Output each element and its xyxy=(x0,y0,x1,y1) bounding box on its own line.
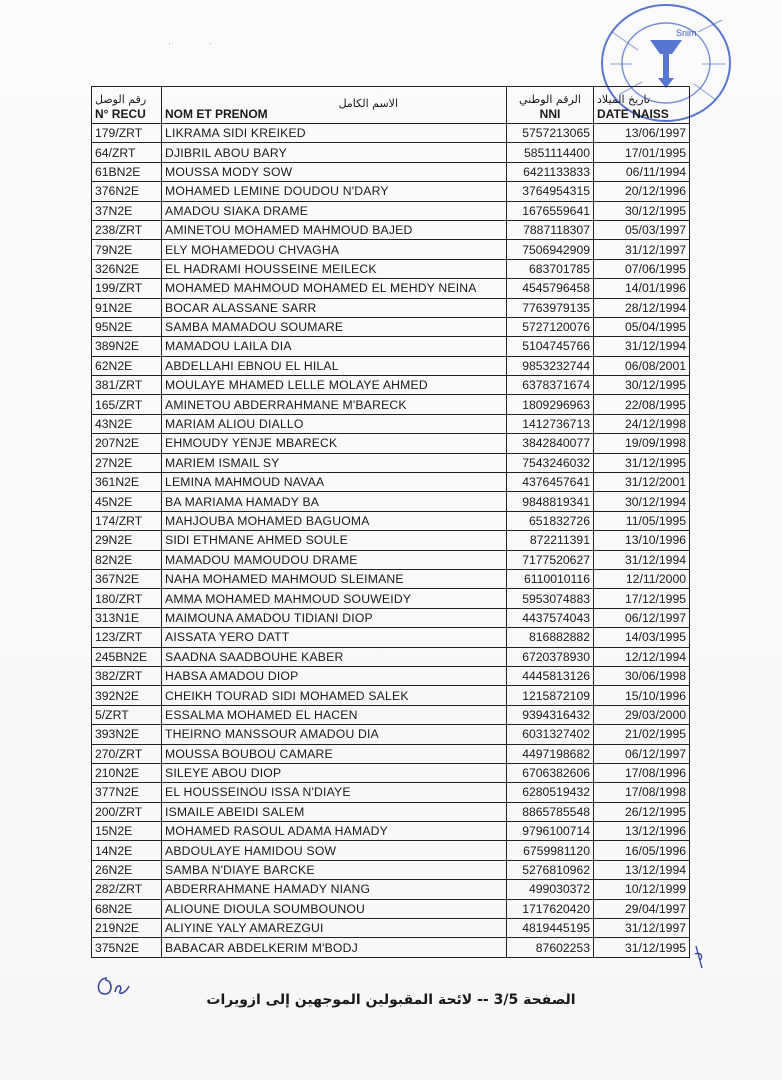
cell-nni: 7177520627 xyxy=(507,550,594,569)
column-header-nni xyxy=(507,87,594,124)
table-row xyxy=(92,317,690,336)
cell-recu: 238/ZRT xyxy=(92,220,162,239)
table-row xyxy=(92,589,690,608)
cell-name: MAHJOUBA MOHAMED BAGUOMA xyxy=(162,511,507,530)
cell-name: MOUSSA MODY SOW xyxy=(162,162,507,181)
cell-name: MOHAMED RASOUL ADAMA HAMADY xyxy=(162,822,507,841)
cell-recu: 68N2E xyxy=(92,899,162,918)
cell-nni: 6378371674 xyxy=(507,376,594,395)
table-row xyxy=(92,880,690,899)
cell-name: ALIYINE YALY AMAREZGUI xyxy=(162,919,507,938)
table-row xyxy=(92,725,690,744)
cell-name: MARIEM ISMAIL SY xyxy=(162,453,507,472)
page-footer: الصفحة 3/5 -- لائحة المقبولين الموجهين إلى ازويرات xyxy=(206,992,576,1008)
cell-birthdate: 30/06/1998 xyxy=(594,666,690,685)
cell-name: MOHAMED LEMINE DOUDOU N'DARY xyxy=(162,182,507,201)
cell-nni: 5851114400 xyxy=(507,143,594,162)
cell-nni: 6280519432 xyxy=(507,783,594,802)
cell-recu: 382/ZRT xyxy=(92,666,162,685)
cell-recu: 91N2E xyxy=(92,298,162,317)
cell-name: MOHAMED MAHMOUD MOHAMED EL MEHDY NEINA xyxy=(162,279,507,298)
cell-recu: 367N2E xyxy=(92,569,162,588)
column-header-name xyxy=(162,87,507,124)
cell-nni: 9796100714 xyxy=(507,822,594,841)
table-row xyxy=(92,860,690,879)
cell-recu: 361N2E xyxy=(92,473,162,492)
cell-recu: 207N2E xyxy=(92,434,162,453)
cell-birthdate: 13/06/1997 xyxy=(594,124,690,143)
cell-name: EL HADRAMI HOUSSEINE MEILECK xyxy=(162,259,507,278)
cell-nni: 5727120076 xyxy=(507,317,594,336)
table-row xyxy=(92,356,690,375)
cell-recu: 5/ZRT xyxy=(92,705,162,724)
cell-recu: 392N2E xyxy=(92,686,162,705)
table-row xyxy=(92,841,690,860)
cell-nni: 3764954315 xyxy=(507,182,594,201)
table-row xyxy=(92,744,690,763)
cell-recu: 180/ZRT xyxy=(92,589,162,608)
cell-birthdate: 13/12/1994 xyxy=(594,860,690,879)
cell-birthdate: 06/12/1997 xyxy=(594,608,690,627)
table-row xyxy=(92,376,690,395)
cell-nni: 6110010116 xyxy=(507,569,594,588)
cell-recu: 210N2E xyxy=(92,763,162,782)
cell-nni: 8865785548 xyxy=(507,802,594,821)
cell-name: HABSA AMADOU DIOP xyxy=(162,666,507,685)
cell-birthdate: 30/12/1994 xyxy=(594,492,690,511)
cell-nni: 4437574043 xyxy=(507,608,594,627)
cell-birthdate: 29/03/2000 xyxy=(594,705,690,724)
table-row xyxy=(92,201,690,220)
cell-nni: 499030372 xyxy=(507,880,594,899)
admitted-candidates-table xyxy=(91,86,690,958)
cell-nni: 5953074883 xyxy=(507,589,594,608)
header-name-arabic: الاسم الكامل xyxy=(338,97,398,110)
cell-birthdate: 17/12/1995 xyxy=(594,589,690,608)
table-row xyxy=(92,822,690,841)
cell-recu: 245BN2E xyxy=(92,647,162,666)
cell-name: EL HOUSSEINOU ISSA N'DIAYE xyxy=(162,783,507,802)
cell-recu: 179/ZRT xyxy=(92,124,162,143)
scan-speck: · xyxy=(168,38,171,48)
cell-nni: 1412736713 xyxy=(507,414,594,433)
cell-name: ALIOUNE DIOULA SOUMBOUNOU xyxy=(162,899,507,918)
cell-nni: 6759981120 xyxy=(507,841,594,860)
header-recu-arabic: رقم الوصل xyxy=(95,93,147,106)
cell-nni: 5757213065 xyxy=(507,124,594,143)
cell-nni: 9394316432 xyxy=(507,705,594,724)
cell-nni: 87602253 xyxy=(507,938,594,957)
table-row xyxy=(92,608,690,627)
cell-name: MAMADOU MAMOUDOU DRAME xyxy=(162,550,507,569)
table-row xyxy=(92,919,690,938)
table-row xyxy=(92,124,690,143)
cell-recu: 29N2E xyxy=(92,531,162,550)
cell-nni: 1809296963 xyxy=(507,395,594,414)
cell-recu: 82N2E xyxy=(92,550,162,569)
header-nni-arabic: الرقم الوطني xyxy=(519,93,581,106)
cell-nni: 7506942909 xyxy=(507,240,594,259)
cell-name: AMADOU SIAKA DRAME xyxy=(162,201,507,220)
cell-recu: 377N2E xyxy=(92,783,162,802)
cell-recu: 219N2E xyxy=(92,919,162,938)
cell-birthdate: 12/11/2000 xyxy=(594,569,690,588)
cell-name: BOCAR ALASSANE SARR xyxy=(162,298,507,317)
cell-recu: 79N2E xyxy=(92,240,162,259)
cell-birthdate: 15/10/1996 xyxy=(594,686,690,705)
cell-recu: 95N2E xyxy=(92,317,162,336)
column-header-date xyxy=(594,87,690,124)
cell-birthdate: 10/12/1999 xyxy=(594,880,690,899)
table-row xyxy=(92,259,690,278)
cell-birthdate: 31/12/1995 xyxy=(594,938,690,957)
header-date-french: DATE NAISS xyxy=(597,107,669,121)
cell-recu: 313N1E xyxy=(92,608,162,627)
table-row xyxy=(92,298,690,317)
cell-name: BA MARIAMA HAMADY BA xyxy=(162,492,507,511)
cell-name: DJIBRIL ABOU BARY xyxy=(162,143,507,162)
cell-name: SILEYE ABOU DIOP xyxy=(162,763,507,782)
cell-nni: 1717620420 xyxy=(507,899,594,918)
cell-birthdate: 06/12/1997 xyxy=(594,744,690,763)
header-nni-french: NNI xyxy=(539,107,561,121)
cell-name: AMINETOU MOHAMED MAHMOUD BAJED xyxy=(162,220,507,239)
cell-birthdate: 17/08/1998 xyxy=(594,783,690,802)
cell-nni: 683701785 xyxy=(507,259,594,278)
cell-name: LEMINA MAHMOUD NAVAA xyxy=(162,473,507,492)
cell-recu: 389N2E xyxy=(92,337,162,356)
cell-birthdate: 11/05/1995 xyxy=(594,511,690,530)
table-row xyxy=(92,337,690,356)
table-row xyxy=(92,473,690,492)
table-row xyxy=(92,240,690,259)
cell-birthdate: 05/03/1997 xyxy=(594,220,690,239)
cell-name: SAMBA N'DIAYE BARCKE xyxy=(162,860,507,879)
header-name-french: NOM ET PRENOM xyxy=(165,107,268,121)
cell-birthdate: 06/08/2001 xyxy=(594,356,690,375)
cell-recu: 282/ZRT xyxy=(92,880,162,899)
table-row xyxy=(92,647,690,666)
table-row xyxy=(92,492,690,511)
cell-birthdate: 31/12/2001 xyxy=(594,473,690,492)
cell-name: ABDELLAHI EBNOU EL HILAL xyxy=(162,356,507,375)
cell-nni: 4376457641 xyxy=(507,473,594,492)
cell-recu: 26N2E xyxy=(92,860,162,879)
cell-birthdate: 19/09/1998 xyxy=(594,434,690,453)
cell-nni: 651832726 xyxy=(507,511,594,530)
cell-nni: 9853232744 xyxy=(507,356,594,375)
cell-name: AMMA MOHAMED MAHMOUD SOUWEIDY xyxy=(162,589,507,608)
table-row xyxy=(92,414,690,433)
header-date-arabic: تاريخ الميلاد xyxy=(597,93,650,106)
cell-name: AMINETOU ABDERRAHMANE M'BARECK xyxy=(162,395,507,414)
cell-nni: 872211391 xyxy=(507,531,594,550)
table-body xyxy=(92,124,690,958)
table-row xyxy=(92,220,690,239)
handwritten-mark xyxy=(692,942,708,972)
cell-birthdate: 31/12/1997 xyxy=(594,919,690,938)
cell-name: LIKRAMA SIDI KREIKED xyxy=(162,124,507,143)
cell-recu: 37N2E xyxy=(92,201,162,220)
cell-name: MARIAM ALIOU DIALLO xyxy=(162,414,507,433)
table-row xyxy=(92,279,690,298)
cell-nni: 5104745766 xyxy=(507,337,594,356)
table-row xyxy=(92,783,690,802)
cell-name: NAHA MOHAMED MAHMOUD SLEIMANE xyxy=(162,569,507,588)
header-recu-french: N° RECU xyxy=(95,107,146,121)
cell-name: BABACAR ABDELKERIM M'BODJ xyxy=(162,938,507,957)
cell-birthdate: 13/10/1996 xyxy=(594,531,690,550)
cell-name: ISMAILE ABEIDI SALEM xyxy=(162,802,507,821)
cell-birthdate: 31/12/1997 xyxy=(594,240,690,259)
cell-birthdate: 14/03/1995 xyxy=(594,628,690,647)
table-row xyxy=(92,899,690,918)
cell-recu: 61BN2E xyxy=(92,162,162,181)
cell-nni: 1215872109 xyxy=(507,686,594,705)
cell-nni: 5276810962 xyxy=(507,860,594,879)
table-row xyxy=(92,802,690,821)
table-row xyxy=(92,511,690,530)
cell-nni: 6421133833 xyxy=(507,162,594,181)
cell-nni: 3842840077 xyxy=(507,434,594,453)
cell-name: AISSATA YERO DATT xyxy=(162,628,507,647)
cell-nni: 4545796458 xyxy=(507,279,594,298)
cell-name: THEIRNO MANSSOUR AMADOU DIA xyxy=(162,725,507,744)
cell-birthdate: 14/01/1996 xyxy=(594,279,690,298)
cell-name: MAMADOU LAILA DIA xyxy=(162,337,507,356)
cell-birthdate: 07/06/1995 xyxy=(594,259,690,278)
cell-name: EHMOUDY YENJE MBARECK xyxy=(162,434,507,453)
scan-speck: · xyxy=(209,38,212,48)
cell-recu: 375N2E xyxy=(92,938,162,957)
table-row xyxy=(92,550,690,569)
table-row xyxy=(92,569,690,588)
cell-birthdate: 17/08/1996 xyxy=(594,763,690,782)
cell-recu: 62N2E xyxy=(92,356,162,375)
cell-nni: 9848819341 xyxy=(507,492,594,511)
table-header-row xyxy=(92,87,690,124)
cell-recu: 14N2E xyxy=(92,841,162,860)
cell-recu: 270/ZRT xyxy=(92,744,162,763)
cell-birthdate: 31/12/1994 xyxy=(594,550,690,569)
cell-nni: 4497198682 xyxy=(507,744,594,763)
cell-nni: 7887118307 xyxy=(507,220,594,239)
cell-birthdate: 30/12/1995 xyxy=(594,376,690,395)
cell-nni: 6706382606 xyxy=(507,763,594,782)
cell-nni: 816882882 xyxy=(507,628,594,647)
table-row xyxy=(92,395,690,414)
table-row xyxy=(92,628,690,647)
cell-name: MAIMOUNA AMADOU TIDIANI DIOP xyxy=(162,608,507,627)
cell-nni: 4819445195 xyxy=(507,919,594,938)
cell-nni: 6720378930 xyxy=(507,647,594,666)
cell-name: ABDERRAHMANE HAMADY NIANG xyxy=(162,880,507,899)
table-row xyxy=(92,686,690,705)
cell-birthdate: 22/08/1995 xyxy=(594,395,690,414)
cell-nni: 1676559641 xyxy=(507,201,594,220)
cell-nni: 4445813126 xyxy=(507,666,594,685)
cell-name: MOUSSA BOUBOU CAMARE xyxy=(162,744,507,763)
cell-nni: 7543246032 xyxy=(507,453,594,472)
cell-recu: 123/ZRT xyxy=(92,628,162,647)
cell-recu: 165/ZRT xyxy=(92,395,162,414)
table-row xyxy=(92,182,690,201)
cell-name: ESSALMA MOHAMED EL HACEN xyxy=(162,705,507,724)
table-row xyxy=(92,938,690,957)
cell-nni: 6031327402 xyxy=(507,725,594,744)
cell-birthdate: 13/12/1996 xyxy=(594,822,690,841)
cell-birthdate: 20/12/1996 xyxy=(594,182,690,201)
cell-name: MOULAYE MHAMED LELLE MOLAYE AHMED xyxy=(162,376,507,395)
cell-recu: 326N2E xyxy=(92,259,162,278)
cell-recu: 43N2E xyxy=(92,414,162,433)
cell-birthdate: 31/12/1995 xyxy=(594,453,690,472)
cell-nni: 7763979135 xyxy=(507,298,594,317)
cell-recu: 199/ZRT xyxy=(92,279,162,298)
cell-birthdate: 06/11/1994 xyxy=(594,162,690,181)
stamp-logo-word: Snim xyxy=(676,28,697,38)
cell-recu: 381/ZRT xyxy=(92,376,162,395)
table-row xyxy=(92,434,690,453)
cell-name: ELY MOHAMEDOU CHVAGHA xyxy=(162,240,507,259)
cell-birthdate: 21/02/1995 xyxy=(594,725,690,744)
cell-name: SAADNA SAADBOUHE KABER xyxy=(162,647,507,666)
cell-recu: 393N2E xyxy=(92,725,162,744)
cell-birthdate: 24/12/1998 xyxy=(594,414,690,433)
cell-birthdate: 28/12/1994 xyxy=(594,298,690,317)
cell-recu: 64/ZRT xyxy=(92,143,162,162)
cell-recu: 45N2E xyxy=(92,492,162,511)
cell-recu: 27N2E xyxy=(92,453,162,472)
table-row xyxy=(92,705,690,724)
cell-birthdate: 05/04/1995 xyxy=(594,317,690,336)
cell-birthdate: 30/12/1995 xyxy=(594,201,690,220)
table-row xyxy=(92,162,690,181)
cell-name: ABDOULAYE HAMIDOU SOW xyxy=(162,841,507,860)
cell-recu: 174/ZRT xyxy=(92,511,162,530)
cell-recu: 200/ZRT xyxy=(92,802,162,821)
cell-name: CHEIKH TOURAD SIDI MOHAMED SALEK xyxy=(162,686,507,705)
cell-birthdate: 29/04/1997 xyxy=(594,899,690,918)
cell-name: SAMBA MAMADOU SOUMARE xyxy=(162,317,507,336)
table-row xyxy=(92,531,690,550)
column-header-recu xyxy=(92,87,162,124)
cell-recu: 376N2E xyxy=(92,182,162,201)
cell-birthdate: 17/01/1995 xyxy=(594,143,690,162)
cell-recu: 15N2E xyxy=(92,822,162,841)
cell-name: SIDI ETHMANE AHMED SOULE xyxy=(162,531,507,550)
table-row xyxy=(92,763,690,782)
cell-birthdate: 26/12/1995 xyxy=(594,802,690,821)
table-row xyxy=(92,453,690,472)
cell-birthdate: 12/12/1994 xyxy=(594,647,690,666)
table-row xyxy=(92,666,690,685)
table-row xyxy=(92,143,690,162)
cell-birthdate: 31/12/1994 xyxy=(594,337,690,356)
cell-birthdate: 16/05/1996 xyxy=(594,841,690,860)
